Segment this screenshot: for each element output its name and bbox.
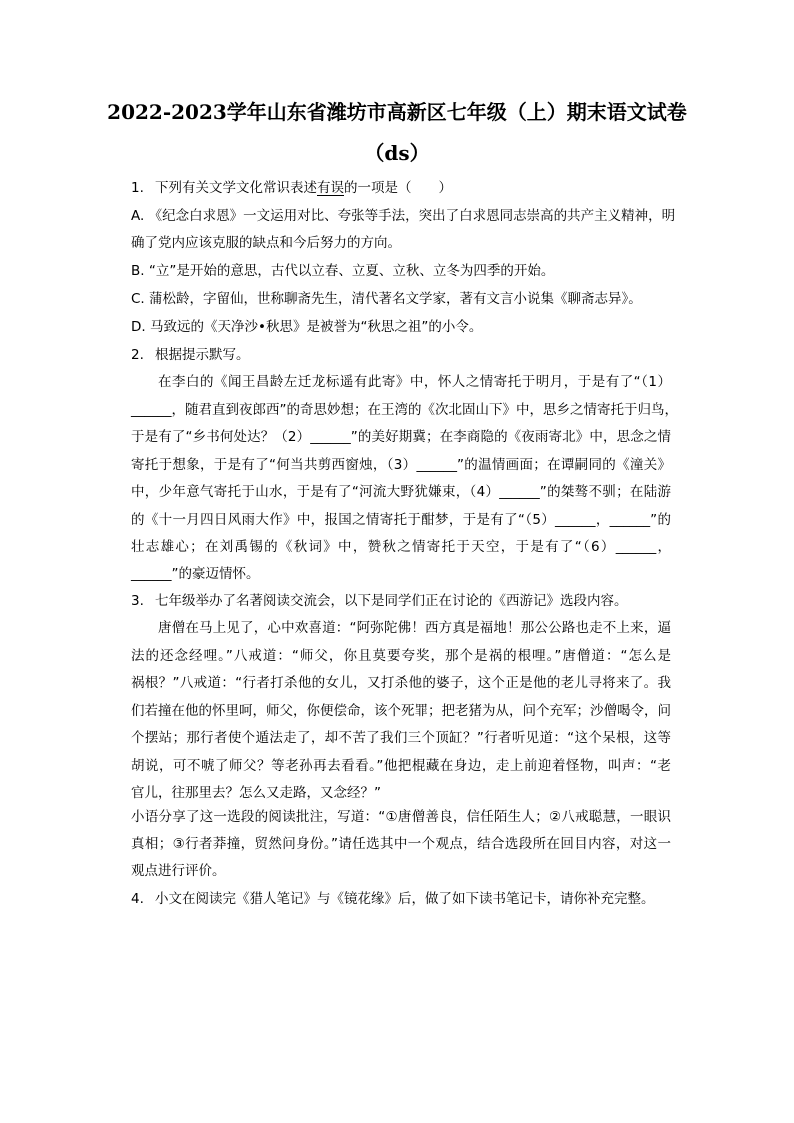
question-3-stem (131, 591, 671, 611)
question-2-line: 壮志雄心；在刘禹锡的《秋词》中，赞秋之情寄托于天空，于是有了“（6）______， (131, 539, 671, 555)
question-2-line: 中，少年意气寄托于山水，于是有了“河流大野犹嫌束，（4）______”的桀骜不驯；在陆游 (131, 484, 671, 500)
question-number: 2. (131, 347, 144, 363)
question-3-followup-line: 小语分享了这一选段的阅读批注，写道：“①唐僧善良，信任陌生人；②八戒聪慧，一眼识 (131, 809, 671, 825)
question-2-line: ______”的豪迈情怀。 (131, 566, 260, 582)
question-number: 3. (131, 593, 144, 609)
question-3-passage-line: 个摆站；那行者使个遁法走了，却不苦了我们三个顶缸？”行者听见道：“这个呆根，这等 (131, 730, 671, 746)
question-2-line: 寄托于想象，于是有了“何当共剪西窗烛，（3）______”的温情画面；在谭嗣同的《潼关》 (131, 457, 671, 473)
question-3-followup-line: 真相；③行者莽撞，贸然问身份。”请任选其中一个观点，结合选段所在回目内容，对这一 (131, 836, 671, 852)
question-3-passage-line: 法的还念经哩。”八戒道：“师父，你且莫要夸奖，那个是祸的根哩。”唐僧道：“怎么是 (131, 648, 671, 664)
question-3-passage-line: 胡说，可不唬了师父？等老孙再去看看。”他把棍藏在身边，走上前迎着怪物，叫声：“老 (131, 758, 671, 774)
question-1-option-b: B. “立”是开始的意思，古代以立春、立夏、立秋、立冬为四季的开始。 (131, 263, 555, 279)
question-1-stem (131, 178, 671, 198)
question-3-passage-line: 们若撞在他的怀里呵，师父，你便偿命，该个死罪；把老猪为从，问个充军；沙僧喝令，问 (131, 703, 671, 719)
question-2-line: 的《十一月四日风雨大作》中，报国之情寄托于酣梦，于是有了“（5）______，______”的 (131, 512, 671, 528)
question-number: 4. (131, 891, 144, 907)
question-2-line: 在李白的《闻王昌龄左迁龙标遥有此寄》中，怀人之情寄托于明月，于是有了“（1） (158, 374, 671, 390)
question-4-stem (131, 889, 671, 909)
question-3-followup-line: 观点进行评价。 (131, 863, 226, 879)
question-1-option-a: A. 《纪念白求恩》一文运用对比、夸张等手法，突出了白求恩同志崇高的共产主义精神，明 (131, 208, 676, 224)
stem-text: 小文在阅读完《猎人笔记》与《镜花缘》后，做了如下读书笔记卡，请你补充完整。 (155, 891, 655, 907)
question-3-passage-line: 祸根？”八戒道：“行者打杀他的女儿，又打杀他的婆子，这个正是他的老儿寻将来了。我 (131, 675, 671, 691)
page-title: 2022-2023学年山东省潍坊市高新区七年级（上）期末语文试卷 (107, 100, 687, 124)
question-2-line: ______，随君直到夜郎西”的奇思妙想；在王湾的《次北固山下》中，思乡之情寄托于归鸟， (131, 402, 678, 418)
question-1-option-d: D. 马致远的《天净沙•秋思》是被誉为“秋思之祖”的小令。 (131, 319, 483, 335)
question-number: 1. (131, 180, 144, 196)
stem-text: 下列有关文学文化常识表述 (155, 180, 317, 196)
question-2-line: 于是有了“乡书何处达？（2）______”的美好期冀；在李商隐的《夜雨寄北》中，思念之情 (131, 429, 671, 445)
question-1-option-c: C. 蒲松龄，字留仙，世称聊斋先生，清代著名文学家，著有文言小说集《聊斋志异》。 (131, 291, 642, 307)
question-2-stem (131, 345, 671, 365)
stem-text: 根据提示默写。 (155, 347, 250, 363)
stem-text: 的一项是（ ） (344, 180, 452, 196)
question-1-option-a-cont: 确了党内应该克服的缺点和今后努力的方向。 (131, 235, 401, 251)
question-3-passage-line: 唐僧在马上见了，心中欢喜道：“阿弥陀佛！西方真是福地！那公公路也走不上来，逼 (158, 620, 671, 636)
question-3-passage-line: 官儿，往那里去？怎么又走路，又念经？” (131, 785, 381, 801)
page-subtitle: （ds） (364, 141, 430, 165)
stem-text: 七年级举办了名著阅读交流会，以下是同学们正在讨论的《西游记》选段内容。 (155, 593, 628, 609)
emphasis-underline: 有误 (317, 180, 344, 196)
